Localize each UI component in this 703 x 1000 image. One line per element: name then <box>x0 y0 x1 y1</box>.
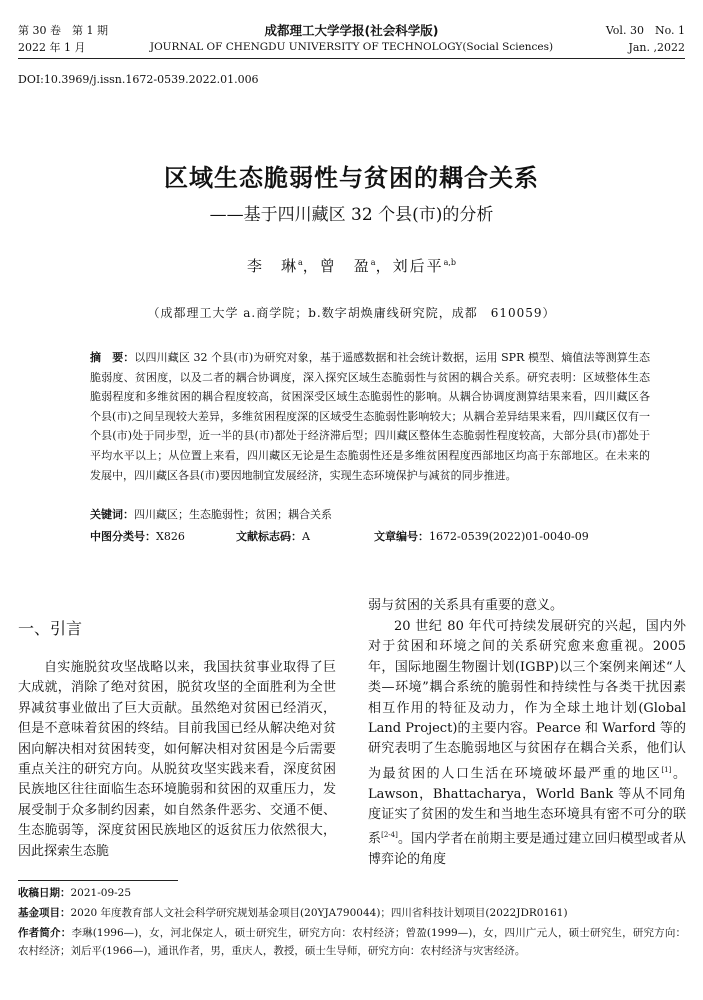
clc-value: X826 <box>156 530 185 543</box>
journal-name-en: JOURNAL OF CHENGDU UNIVERSITY OF TECHNOLOGY(Social Sciences) <box>149 41 554 53</box>
abstract <box>90 348 650 485</box>
body-paragraph-right <box>368 617 686 871</box>
received-date: 2021-09-25 <box>70 887 132 899</box>
keywords-label: 关键词： <box>90 508 134 521</box>
art-label: 文章编号： <box>374 530 429 543</box>
affiliation: （成都理工大学 a.商学院；b.数字胡焕庸线研究院，成都 610059） <box>147 306 556 320</box>
body-paragraph-left: 自实施脱贫攻坚战略以来，我国扶贫事业取得了巨大成就，消除了绝对贫困，脱贫攻坚的全面胜利为全世界减贫事业做出了巨大贡献。虽然绝对贫困已经消灭，但是不意味着贫困的终结。目前我国已经从解决绝对贫困向解决相对贫困转变，如何解决相对贫困是今后需要重点关注的研究方向。从脱贫攻坚实践来看，深度贫困民族地区往往面临生态环境脆弱和贫困的双重压力，发展受制于众多制约因素，如自然条件恶劣、交通不便、生态脆弱等，深度贫困民族地区的返贫压力依然很大，因此探索生态脆 <box>18 660 336 859</box>
author-li-lin: 李 琳 <box>246 257 298 275</box>
header-right <box>606 22 685 56</box>
doc-label: 文献标志码： <box>236 530 302 543</box>
publish-date-en: Jan. ,2022 <box>628 41 685 54</box>
citation-1[interactable]: [1] <box>661 765 672 774</box>
body-paragraph-right-continued: 弱与贫困的关系具有重要的意义。 <box>368 598 564 613</box>
author-zeng-ying: ，曾 盈 <box>302 257 371 275</box>
abstract-label: 摘 要： <box>90 351 135 364</box>
author-li-lin-affil: a <box>297 258 303 267</box>
doi: DOI:10.3969/j.issn.1672-0539.2022.01.006 <box>18 73 259 86</box>
right-text-b: 。Lawson，Bhattacharya，World Bank 等从不同角度证实了贫困的发生和当地生态环境具有密不可分的联系 <box>368 766 686 847</box>
journal-name-cn: 成都理工大学学报(社会科学版) <box>264 23 439 38</box>
right-text-a: 20 世纪 80 年代可持续发展研究的兴起，国内外对于贫困和环境之间的关系研究愈来愈重视。2005 年，国际地圈生物圈计划(IGBP)以三个案例来阐述“人类—环境”耦合系统的脆弱性和持续性与各类干扰因素相互作用的特征及动力，作为全球土地计划(Global Land Project)的主要内容。Pearce 和 Warford 等的研究表明了生态脆弱地区与贫困存在耦合关系，他们认为最贫困的人口生活在环境破坏最严重的地区 <box>368 619 686 782</box>
article-number <box>374 528 589 544</box>
clc-code <box>90 528 185 544</box>
fund-label: 基金项目： <box>18 907 71 919</box>
publish-date: 2022 年 1 月 <box>18 41 86 54</box>
paper-subtitle: ——基于四川藏区 32 个县(市)的分析 <box>209 205 494 225</box>
doc-value: A <box>302 530 310 543</box>
author-liu-houping: ，刘后平 <box>375 257 444 275</box>
received-label: 收稿日期： <box>18 887 71 899</box>
keywords-text: 四川藏区；生态脆弱性；贫困；耦合关系 <box>134 508 332 521</box>
document-code <box>236 528 310 544</box>
footnote-authors <box>18 924 686 960</box>
section-heading-introduction: 一、引言 <box>18 619 83 638</box>
author-liu-houping-affil: a,b <box>443 258 457 267</box>
keywords <box>90 506 332 522</box>
clc-label: 中图分类号： <box>90 530 156 543</box>
footnote-fund <box>18 904 686 922</box>
art-value: 1672-0539(2022)01-0040-09 <box>429 530 589 543</box>
footnote-divider <box>18 880 178 881</box>
footnote-received <box>18 884 686 902</box>
right-text-c: 。国内学者在前期主要是通过建立回归模型或者从博弈论的角度 <box>368 831 686 868</box>
volume-issue-en: Vol. 30 No. 1 <box>605 24 685 37</box>
abstract-text: 以四川藏区 32 个县(市)为研究对象，基于遥感数据和社会统计数据，运用 SPR 模型、熵值法等测算生态脆弱度、贫困度，以及二者的耦合协调度，深入探究区域生态脆弱性与贫困的耦合关系。研究表明：区域整体生态脆弱程度和多维贫困的耦合程度较高，贫困深受区域生态脆弱性的影响。从耦合协调度测算结果来看，四川藏区各个县(市)之间呈现较大差异，多维贫困程度深的区域受生态脆弱性影响较大；从耦合差异结果来看，四川藏区仅有一个县(市)处于同步型，近一半的县(市)都处于经济滞后型；四川藏区整体生态脆弱性程度较高，大部分县(市)都处于平均水平以上；从位置上来看，四川藏区无论是生态脆弱性还是多维贫困程度西部地区均高于东部地区。在未来的发展中，四川藏区各县(市)要因地制宜发展经济，实现生态环境保护与减贫的同步推进。 <box>90 351 650 482</box>
author-zeng-ying-affil: a <box>370 258 376 267</box>
paper-title: 区域生态脆弱性与贫困的耦合关系 <box>164 164 539 192</box>
citation-2-4[interactable]: [2-4] <box>381 831 398 840</box>
author-list <box>0 255 703 276</box>
header-center <box>18 22 685 56</box>
fund-text: 2020 年度教育部人文社会科学研究规划基金项目(20YJA790044)；四川省科技计划项目(2022JDR0161) <box>70 907 568 919</box>
author-bio-text: 李琳(1996—)，女，河北保定人，硕士研究生，研究方向：农村经济；曾盈(1999—)，女，四川广元人，硕士研究生，研究方向：农村经济；刘后平(1966—)，通讯作者，男，重庆人，教授，硕士生导师，研究方向：农村经济与灾害经济。 <box>18 927 687 957</box>
running-header <box>18 22 685 59</box>
author-bio-label: 作者简介： <box>18 927 72 939</box>
volume-issue: 第 30 卷 第 1 期 <box>18 24 108 37</box>
